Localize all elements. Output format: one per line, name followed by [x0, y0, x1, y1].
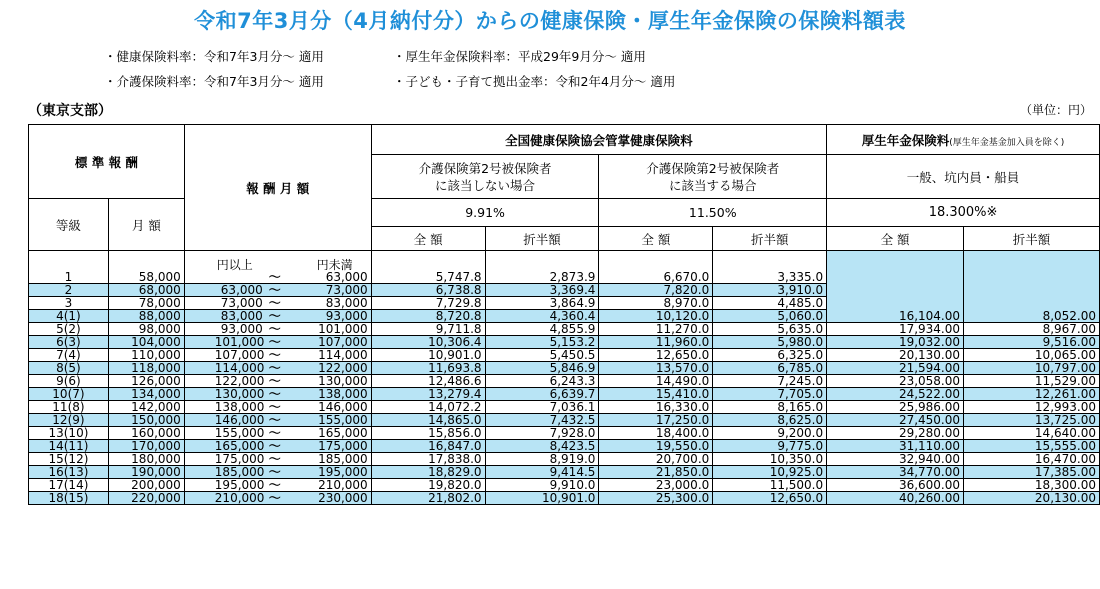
non-care-full-cell: 18,829.0 [371, 466, 485, 479]
range-to: 155,000 [318, 413, 368, 427]
non-care-half-cell: 7,432.5 [485, 414, 599, 427]
pension-header [827, 125, 1100, 155]
non-care-half-cell: 10,901.0 [485, 492, 599, 505]
non-care-full-cell: 15,856.0 [371, 427, 485, 440]
grade-cell: 2 [29, 284, 109, 297]
grade-cell: 12(9) [29, 414, 109, 427]
non-care-half-cell: 5,153.2 [485, 336, 599, 349]
care-full-cell: 17,250.0 [599, 414, 713, 427]
non-care-full-cell: 8,720.8 [371, 310, 485, 323]
pension-rate-cell: 18.300%※ [827, 199, 1100, 227]
grade-cell: 9(6) [29, 375, 109, 388]
branch-label: （東京支部） [28, 103, 112, 119]
range-to: 130,000 [318, 374, 368, 388]
range-from: 165,000 [214, 439, 265, 453]
monthly-cell: 190,000 [108, 466, 184, 479]
monthly-remuneration-header: 報 酬 月 額 [184, 125, 371, 251]
table-row [29, 310, 1100, 323]
range-from: 114,000 [214, 361, 265, 375]
non-care-full-header: 全 額 [371, 227, 485, 251]
non-care-half-cell: 9,910.0 [485, 479, 599, 492]
table-row [29, 401, 1100, 414]
pension-full-cell: 32,940.00 [827, 453, 964, 466]
range-cell [184, 375, 371, 388]
pension-full-cell: 23,058.00 [827, 375, 964, 388]
pension-half-cell: 16,470.00 [964, 453, 1100, 466]
range-to: 63,000 [325, 270, 368, 284]
range-from: 83,000 [220, 309, 263, 323]
monthly-cell: 68,000 [108, 284, 184, 297]
pension-full-cell [827, 284, 964, 297]
pension-header-label: 厚生年金保険料 [861, 132, 950, 148]
non-care-full-cell: 14,072.2 [371, 401, 485, 414]
range-tilde: ～ [268, 283, 281, 297]
monthly-amount-header: 月 額 [108, 199, 184, 251]
range-tilde: ～ [268, 322, 281, 336]
non-care-full-cell: 10,306.4 [371, 336, 485, 349]
blank-cell [29, 251, 109, 271]
range-tilde: ～ [268, 309, 281, 323]
care-full-cell: 15,410.0 [599, 388, 713, 401]
range-from: 185,000 [214, 465, 265, 479]
range-to: 83,000 [325, 296, 368, 310]
pension-half-cell: 13,725.00 [964, 414, 1100, 427]
pension-full-cell: 17,934.00 [827, 323, 964, 336]
pension-half-cell [964, 284, 1100, 297]
care-half-cell: 8,165.0 [713, 401, 827, 414]
range-from [215, 271, 263, 283]
range-to: 101,000 [318, 322, 368, 336]
range-tilde: ～ [268, 387, 281, 401]
care-full-cell: 13,570.0 [599, 362, 713, 375]
range-cell [184, 427, 371, 440]
range-to: 175,000 [318, 439, 368, 453]
non-care-full-cell: 9,711.8 [371, 323, 485, 336]
care-half-cell: 4,485.0 [713, 297, 827, 310]
care-half-cell: 3,910.0 [713, 284, 827, 297]
table-row [29, 271, 1100, 284]
range-to: 230,000 [318, 491, 368, 505]
standard-remuneration-header: 標 準 報 酬 [29, 125, 185, 199]
care-full-cell: 10,120.0 [599, 310, 713, 323]
non-care-full-cell: 13,279.4 [371, 388, 485, 401]
range-from: 107,000 [214, 348, 265, 362]
pension-full-cell: 16,104.00 [827, 310, 964, 323]
range-cell [184, 414, 371, 427]
monthly-cell: 170,000 [108, 440, 184, 453]
pension-half-cell: 12,993.00 [964, 401, 1100, 414]
range-cell [184, 284, 371, 297]
monthly-cell: 78,000 [108, 297, 184, 310]
non-care-half-cell: 5,846.9 [485, 362, 599, 375]
table-row [29, 427, 1100, 440]
monthly-cell: 200,000 [108, 479, 184, 492]
health-rate-note: ・健康保険料率：令和7年3月分～ 適用 [104, 49, 324, 64]
care-half-cell: 7,705.0 [713, 388, 827, 401]
care-half-cell: 6,785.0 [713, 362, 827, 375]
care-full-cell: 16,330.0 [599, 401, 713, 414]
range-cell [184, 323, 371, 336]
pension-full-cell: 21,594.00 [827, 362, 964, 375]
blank-cell [827, 251, 964, 271]
range-tilde: ～ [268, 296, 281, 310]
non-care-full-cell: 10,901.0 [371, 349, 485, 362]
care-half-cell: 12,650.0 [713, 492, 827, 505]
range-cell [184, 349, 371, 362]
range-cell [184, 453, 371, 466]
grade-cell: 10(7) [29, 388, 109, 401]
table-row [29, 336, 1100, 349]
grade-cell: 6(3) [29, 336, 109, 349]
care-half-cell: 5,635.0 [713, 323, 827, 336]
pension-full-cell: 25,986.00 [827, 401, 964, 414]
grade-cell: 17(14) [29, 479, 109, 492]
pension-header-note: (厚生年金基金加入員を除く) [949, 137, 1065, 148]
range-from: 195,000 [214, 478, 265, 492]
care-rate-note: ・介護保険料率：令和7年3月分～ 適用 [104, 74, 324, 89]
non-care-half-cell: 3,369.4 [485, 284, 599, 297]
table-row [29, 440, 1100, 453]
range-cell [184, 297, 371, 310]
monthly-cell: 220,000 [108, 492, 184, 505]
care-half-cell: 7,245.0 [713, 375, 827, 388]
range-to: 195,000 [318, 465, 368, 479]
range-tilde: ～ [268, 348, 281, 362]
non-care-header [371, 155, 599, 199]
pension-half-cell: 15,555.00 [964, 440, 1100, 453]
non-care-half-cell: 4,855.9 [485, 323, 599, 336]
care-full-cell: 8,970.0 [599, 297, 713, 310]
care-full-cell: 12,650.0 [599, 349, 713, 362]
range-tilde: ～ [268, 361, 281, 375]
grade-header: 等級 [29, 199, 109, 251]
care-header-line2: に該当する場合 [669, 177, 757, 193]
care-full-cell: 14,490.0 [599, 375, 713, 388]
range-from: 130,000 [214, 387, 265, 401]
pension-rate-note: ・厚生年金保険料率：平成29年9月分～ 適用 [393, 49, 646, 64]
pension-half-cell [964, 271, 1100, 284]
yen-range-header [184, 251, 371, 271]
grade-cell: 5(2) [29, 323, 109, 336]
non-care-full-cell: 7,729.8 [371, 297, 485, 310]
monthly-cell: 126,000 [108, 375, 184, 388]
range-cell [184, 479, 371, 492]
range-to: 210,000 [318, 478, 368, 492]
non-care-half-cell: 9,414.5 [485, 466, 599, 479]
care-full-cell: 11,270.0 [599, 323, 713, 336]
table-row [29, 323, 1100, 336]
table-row [29, 297, 1100, 310]
monthly-cell: 104,000 [108, 336, 184, 349]
pension-half-cell: 8,052.00 [964, 310, 1100, 323]
table-row [29, 388, 1100, 401]
range-tilde: ～ [268, 439, 281, 453]
range-tilde: ～ [268, 400, 281, 414]
care-full-header: 全 額 [599, 227, 713, 251]
non-care-half-cell: 5,450.5 [485, 349, 599, 362]
range-tilde: ～ [268, 452, 281, 466]
range-to: 93,000 [325, 309, 368, 323]
range-tilde: ～ [268, 426, 281, 440]
blank-cell [485, 251, 599, 271]
grade-cell: 7(4) [29, 349, 109, 362]
range-from: 210,000 [214, 491, 265, 505]
range-to: 165,000 [318, 426, 368, 440]
range-tilde: ～ [268, 374, 281, 388]
non-care-full-cell: 19,820.0 [371, 479, 485, 492]
range-to: 122,000 [318, 361, 368, 375]
non-care-full-cell: 6,738.8 [371, 284, 485, 297]
non-care-full-cell: 11,693.8 [371, 362, 485, 375]
range-tilde: ～ [268, 491, 281, 505]
pension-half-cell: 8,967.00 [964, 323, 1100, 336]
pension-full-cell: 40,260.00 [827, 492, 964, 505]
monthly-cell: 180,000 [108, 453, 184, 466]
grade-cell: 4(1) [29, 310, 109, 323]
monthly-cell: 110,000 [108, 349, 184, 362]
care-half-header: 折半額 [713, 227, 827, 251]
range-tilde: ～ [268, 478, 281, 492]
non-care-half-cell: 8,919.0 [485, 453, 599, 466]
rate-non-care: 9.91% [371, 199, 599, 227]
grade-cell: 13(10) [29, 427, 109, 440]
blank-cell [964, 251, 1100, 271]
table-row [29, 414, 1100, 427]
range-from: 122,000 [214, 374, 265, 388]
monthly-cell: 58,000 [108, 271, 184, 284]
blank-cell [108, 251, 184, 271]
pension-half-cell: 17,385.00 [964, 466, 1100, 479]
monthly-cell: 134,000 [108, 388, 184, 401]
pension-half-cell [964, 297, 1100, 310]
range-to: 73,000 [325, 283, 368, 297]
care-half-cell: 3,335.0 [713, 271, 827, 284]
pension-half-cell: 10,797.00 [964, 362, 1100, 375]
range-tilde: ～ [268, 335, 281, 349]
range-cell [184, 440, 371, 453]
blank-cell [599, 251, 713, 271]
care-full-cell: 21,850.0 [599, 466, 713, 479]
non-care-full-cell: 5,747.8 [371, 271, 485, 284]
grade-cell: 14(11) [29, 440, 109, 453]
grade-cell: 16(13) [29, 466, 109, 479]
monthly-cell: 150,000 [108, 414, 184, 427]
non-care-header-line2: に該当しない場合 [435, 177, 536, 193]
care-full-cell: 11,960.0 [599, 336, 713, 349]
pension-half-cell: 20,130.00 [964, 492, 1100, 505]
non-care-header-line1: 介護保険第2号被保険者 [418, 160, 552, 176]
care-half-cell: 9,200.0 [713, 427, 827, 440]
range-from: 63,000 [220, 283, 263, 297]
pension-full-cell: 27,450.00 [827, 414, 964, 427]
range-from: 138,000 [214, 400, 265, 414]
care-full-cell: 19,550.0 [599, 440, 713, 453]
care-full-cell: 6,670.0 [599, 271, 713, 284]
grade-cell: 11(8) [29, 401, 109, 414]
range-from: 175,000 [214, 452, 265, 466]
blank-cell [713, 251, 827, 271]
range-from: 101,000 [214, 335, 265, 349]
care-full-cell: 18,400.0 [599, 427, 713, 440]
premium-table [28, 124, 1100, 505]
care-half-cell: 6,325.0 [713, 349, 827, 362]
range-cell [184, 271, 371, 284]
table-row [29, 362, 1100, 375]
grade-cell: 3 [29, 297, 109, 310]
grade-cell: 18(15) [29, 492, 109, 505]
range-to: 146,000 [318, 400, 368, 414]
range-from: 73,000 [220, 296, 263, 310]
pension-half-cell: 18,300.00 [964, 479, 1100, 492]
pension-full-cell: 34,770.00 [827, 466, 964, 479]
range-from: 146,000 [214, 413, 265, 427]
monthly-cell: 88,000 [108, 310, 184, 323]
non-care-half-cell: 8,423.5 [485, 440, 599, 453]
care-half-cell: 9,775.0 [713, 440, 827, 453]
range-tilde: ～ [268, 413, 281, 427]
care-half-cell: 5,060.0 [713, 310, 827, 323]
non-care-half-cell: 3,864.9 [485, 297, 599, 310]
table-row [29, 375, 1100, 388]
range-cell [184, 466, 371, 479]
pension-full-cell [827, 297, 964, 310]
unit-label: （単位：円） [1019, 103, 1092, 117]
non-care-full-cell: 21,802.0 [371, 492, 485, 505]
table-row [29, 284, 1100, 297]
care-half-cell: 11,500.0 [713, 479, 827, 492]
care-header [599, 155, 827, 199]
care-full-cell: 25,300.0 [599, 492, 713, 505]
care-half-cell: 10,925.0 [713, 466, 827, 479]
range-to: 114,000 [318, 348, 368, 362]
monthly-cell: 142,000 [108, 401, 184, 414]
blank-cell [371, 251, 485, 271]
pension-full-cell: 29,280.00 [827, 427, 964, 440]
table-row [29, 492, 1100, 505]
range-cell [184, 388, 371, 401]
grade-cell: 8(5) [29, 362, 109, 375]
monthly-cell: 118,000 [108, 362, 184, 375]
rate-care: 11.50% [599, 199, 827, 227]
table-row [29, 479, 1100, 492]
non-care-half-cell: 6,243.3 [485, 375, 599, 388]
range-from: 155,000 [214, 426, 265, 440]
range-cell [184, 362, 371, 375]
range-to: 138,000 [318, 387, 368, 401]
pension-full-cell: 31,110.00 [827, 440, 964, 453]
non-care-half-header: 折半額 [485, 227, 599, 251]
range-cell [184, 336, 371, 349]
range-tilde: ～ [268, 270, 281, 284]
table-row [29, 466, 1100, 479]
pension-half-cell: 12,261.00 [964, 388, 1100, 401]
pension-full-header: 全 額 [827, 227, 964, 251]
range-from: 93,000 [220, 322, 263, 336]
non-care-full-cell: 14,865.0 [371, 414, 485, 427]
care-full-cell: 7,820.0 [599, 284, 713, 297]
pension-full-cell: 20,130.00 [827, 349, 964, 362]
non-care-half-cell: 7,928.0 [485, 427, 599, 440]
monthly-cell: 98,000 [108, 323, 184, 336]
monthly-cell: 160,000 [108, 427, 184, 440]
care-half-cell: 5,980.0 [713, 336, 827, 349]
pension-half-cell: 14,640.00 [964, 427, 1100, 440]
non-care-half-cell: 4,360.4 [485, 310, 599, 323]
yen-below-label: 円未満 [316, 257, 353, 271]
care-half-cell: 10,350.0 [713, 453, 827, 466]
care-full-cell: 20,700.0 [599, 453, 713, 466]
care-header-line1: 介護保険第2号被保険者 [646, 160, 780, 176]
range-cell [184, 310, 371, 323]
table-row [29, 349, 1100, 362]
care-full-cell: 23,000.0 [599, 479, 713, 492]
pension-half-cell: 9,516.00 [964, 336, 1100, 349]
table-row [29, 453, 1100, 466]
care-half-cell: 8,625.0 [713, 414, 827, 427]
pension-half-header: 折半額 [964, 227, 1100, 251]
child-rate-note: ・子ども・子育て拠出金率：令和2年4月分～ 適用 [393, 74, 676, 89]
yen-above-label: 円以上 [216, 257, 253, 271]
yen-unit-row [29, 251, 1100, 271]
pension-half-cell: 11,529.00 [964, 375, 1100, 388]
page-title: 令和7年3月分（4月納付分）からの健康保険・厚生年金保険の保険料額表 [194, 9, 906, 33]
pension-full-cell: 36,600.00 [827, 479, 964, 492]
non-care-half-cell: 2,873.9 [485, 271, 599, 284]
range-cell [184, 401, 371, 414]
pension-full-cell: 24,522.00 [827, 388, 964, 401]
range-cell [184, 492, 371, 505]
pension-full-cell: 19,032.00 [827, 336, 964, 349]
grade-cell: 15(12) [29, 453, 109, 466]
non-care-full-cell: 17,838.0 [371, 453, 485, 466]
pension-full-cell [827, 271, 964, 284]
non-care-full-cell: 12,486.6 [371, 375, 485, 388]
range-tilde: ～ [268, 465, 281, 479]
pension-half-cell: 10,065.00 [964, 349, 1100, 362]
kyokai-header: 全国健康保険協会管掌健康保険料 [371, 125, 826, 155]
pension-sub-header: 一般、坑内員・船員 [827, 155, 1100, 199]
non-care-full-cell: 16,847.0 [371, 440, 485, 453]
grade-cell: 1 [29, 271, 109, 284]
range-to: 107,000 [318, 335, 368, 349]
non-care-half-cell: 7,036.1 [485, 401, 599, 414]
range-to: 185,000 [318, 452, 368, 466]
non-care-half-cell: 6,639.7 [485, 388, 599, 401]
